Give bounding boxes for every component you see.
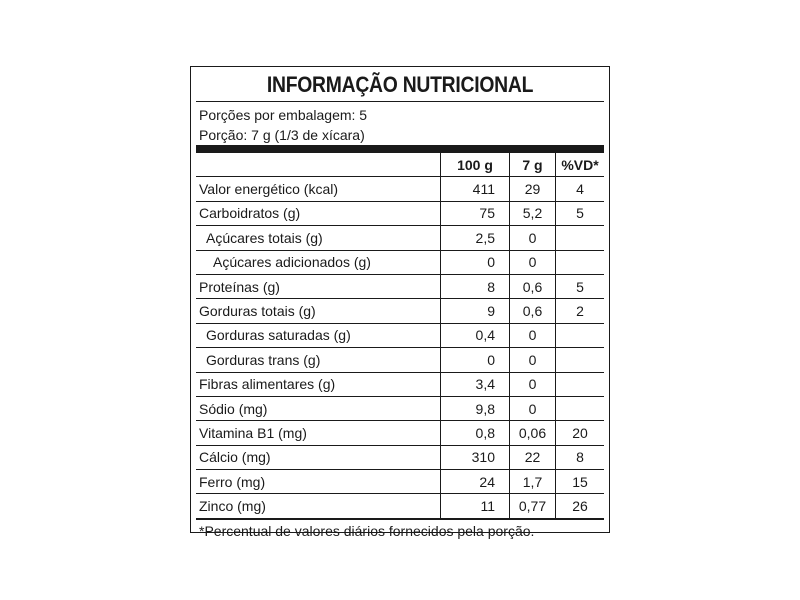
value-daily-percent: 2 [556,299,605,323]
value-per-100g: 24 [441,470,510,494]
value-per-serving: 0,6 [510,274,556,298]
nutrient-name: Ferro (mg) [196,470,441,494]
value-daily-percent: 20 [556,421,605,445]
nutrient-row [196,250,604,274]
nutrient-row [196,421,604,445]
value-per-100g: 0 [441,250,510,274]
value-per-100g: 11 [441,494,510,518]
value-per-serving: 0 [510,372,556,396]
header-row [196,153,604,177]
serving-info [191,102,609,145]
nutrient-name: Proteínas (g) [196,274,441,298]
nutrient-name: Fibras alimentares (g) [196,372,441,396]
value-per-100g: 2,5 [441,226,510,250]
value-per-100g: 0,4 [441,323,510,347]
nutrient-name: Açúcares totais (g) [196,226,441,250]
value-daily-percent: 26 [556,494,605,518]
value-per-serving: 0,77 [510,494,556,518]
value-per-100g: 3,4 [441,372,510,396]
nutrient-row [196,177,604,201]
value-per-serving: 1,7 [510,470,556,494]
value-per-100g: 75 [441,201,510,225]
header-per-100g: 100 g [441,153,510,177]
value-daily-percent: 4 [556,177,605,201]
value-daily-percent [556,250,605,274]
header-daily-value: %VD* [556,153,605,177]
nutrient-row [196,396,604,420]
servings-per-package: Porções por embalagem: 5 [199,107,368,123]
header-per-serving: 7 g [510,153,556,177]
value-per-100g: 9,8 [441,396,510,420]
nutrient-name: Zinco (mg) [196,494,441,518]
value-per-serving: 0 [510,396,556,420]
value-daily-percent [556,348,605,372]
value-per-serving: 5,2 [510,201,556,225]
value-per-100g: 310 [441,445,510,469]
nutrient-row [196,323,604,347]
value-daily-percent: 5 [556,274,605,298]
value-daily-percent [556,372,605,396]
nutrient-name: Vitamina B1 (mg) [196,421,441,445]
serving-size: Porção: 7 g (1/3 de xícara) [199,127,365,143]
value-per-serving: 0 [510,250,556,274]
value-daily-percent: 8 [556,445,605,469]
nutrition-facts-label [190,66,610,539]
value-daily-percent: 15 [556,470,605,494]
nutrient-name: Gorduras totais (g) [196,299,441,323]
value-per-serving: 0,6 [510,299,556,323]
nutrient-name: Sódio (mg) [196,396,441,420]
nutrient-row [196,299,604,323]
value-per-serving: 29 [510,177,556,201]
nutrient-name: Gorduras trans (g) [196,348,441,372]
nutrient-row [196,274,604,298]
nutrient-name: Valor energético (kcal) [196,177,441,201]
value-per-serving: 0 [510,348,556,372]
nutrient-name: Açúcares adicionados (g) [196,250,441,274]
value-daily-percent [556,323,605,347]
nutrient-name: Cálcio (mg) [196,445,441,469]
nutrition-table [196,153,604,519]
nutrient-row [196,348,604,372]
value-per-100g: 9 [441,299,510,323]
value-daily-percent: 5 [556,201,605,225]
value-per-serving: 0 [510,323,556,347]
value-per-serving: 0,06 [510,421,556,445]
value-per-100g: 0,8 [441,421,510,445]
value-daily-percent [556,226,605,250]
nutrient-row [196,201,604,225]
nutrient-name: Carboidratos (g) [196,201,441,225]
label-title: INFORMAÇÃO NUTRICIONAL [266,72,534,97]
value-per-100g: 0 [441,348,510,372]
value-daily-percent [556,396,605,420]
thick-divider [196,145,604,153]
nutrition-rows [196,177,604,518]
nutrient-row [196,226,604,250]
nutrient-name: Gorduras saturadas (g) [196,323,441,347]
nutrient-row [196,494,604,518]
header-nutrient [196,153,441,177]
nutrient-row [196,372,604,396]
value-per-serving: 22 [510,445,556,469]
nutrient-row [196,445,604,469]
value-per-serving: 0 [510,226,556,250]
value-per-100g: 8 [441,274,510,298]
nutrient-row [196,470,604,494]
value-per-100g: 411 [441,177,510,201]
footnote: *Percentual de valores diários fornecidos pela porção. [199,522,535,539]
